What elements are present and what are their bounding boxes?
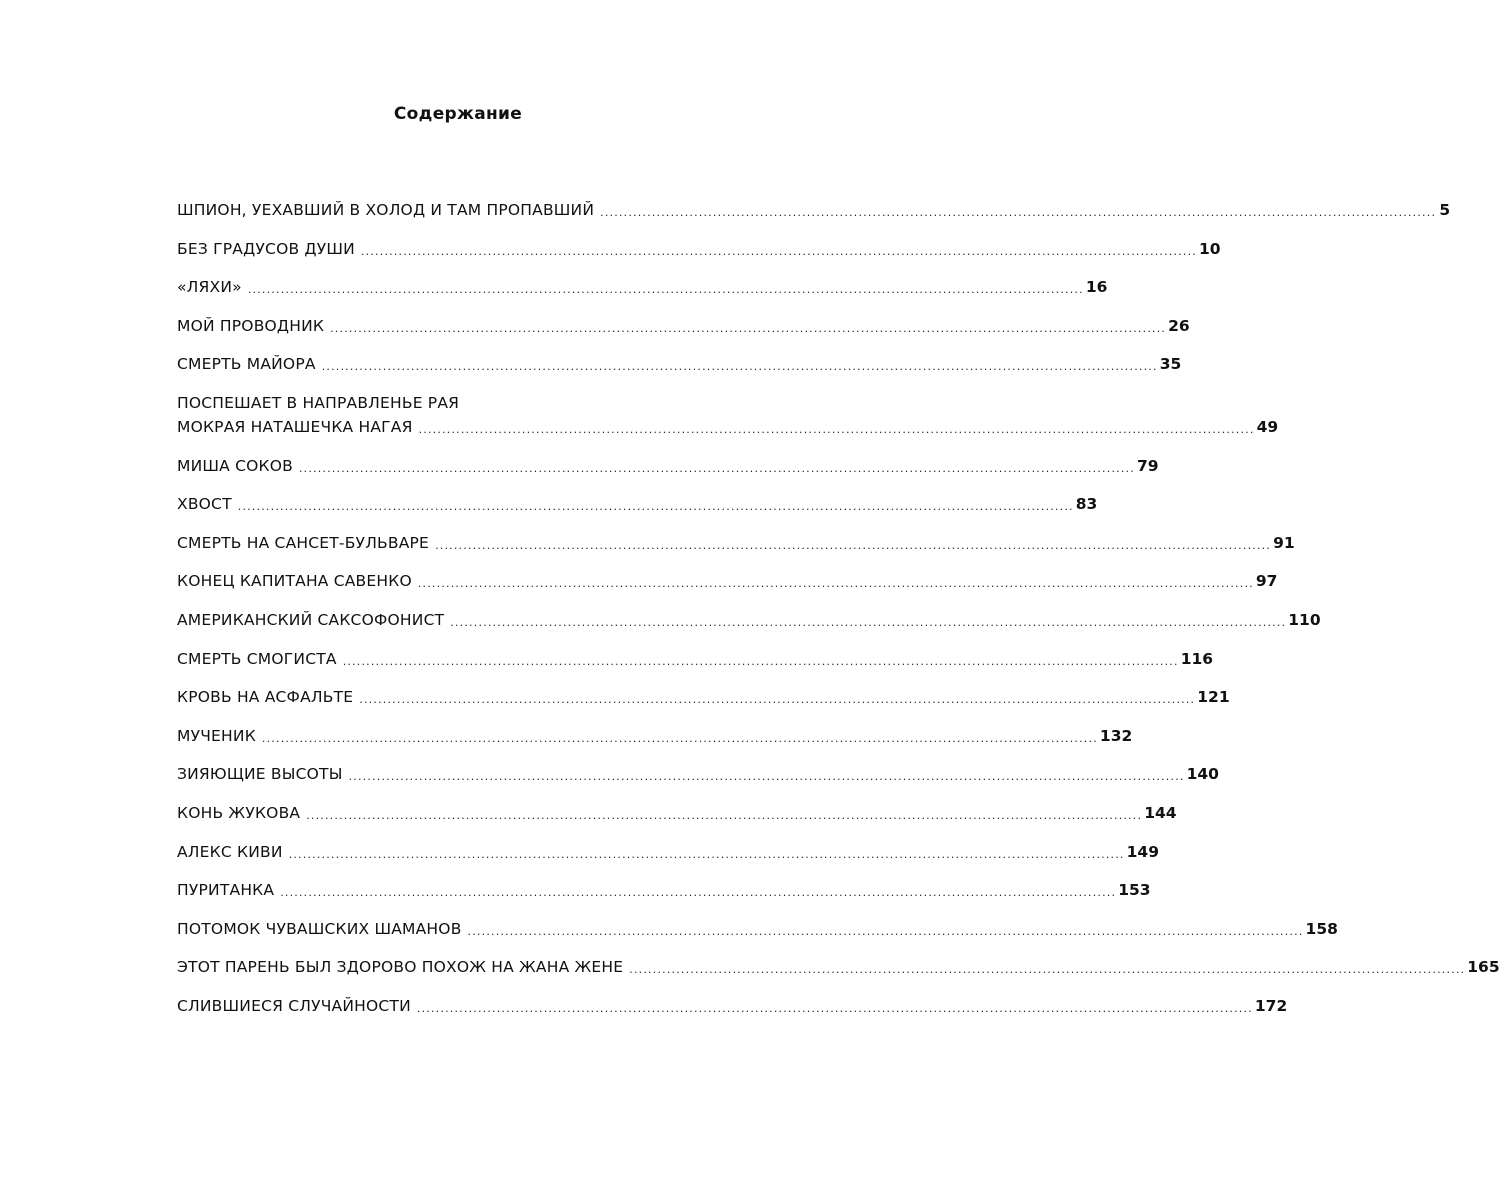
dot-leader: [361, 243, 1197, 261]
dot-leader: [419, 421, 1255, 439]
toc-entry[interactable]: [177, 237, 1221, 261]
toc-entry[interactable]: [177, 391, 1279, 439]
toc-entry-title: ШПИОН, УЕХАВШИЙ В ХОЛОД И ТАМ ПРОПАВШИЙ: [177, 201, 595, 219]
dot-leader: [417, 1000, 1253, 1018]
dot-leader: [349, 768, 1185, 786]
toc-entry-page: 35: [1159, 355, 1182, 374]
toc-entry-page: 158: [1305, 919, 1338, 938]
toc-entry-title: СМЕРТЬ МАЙОРА: [177, 355, 316, 374]
toc-entry-title: КОНЕЦ КАПИТАНА САВЕНКО: [177, 572, 412, 591]
toc-entry-page: 16: [1085, 278, 1108, 297]
toc-entry-page: 116: [1180, 649, 1214, 668]
table-of-contents: [177, 198, 1500, 1032]
dot-leader: [299, 460, 1135, 478]
toc-entry[interactable]: [177, 685, 1230, 709]
toc-entry-page: 153: [1118, 881, 1151, 900]
dot-leader: [262, 730, 1098, 748]
toc-entry-title-line2: МОКРАЯ НАТАШЕЧКА НАГАЯ: [177, 417, 413, 436]
dot-leader: [322, 358, 1158, 376]
toc-entry[interactable]: [177, 647, 1214, 671]
page-title: Содержание: [393, 104, 523, 124]
dot-leader: [600, 204, 1436, 222]
toc-entry[interactable]: [177, 275, 1108, 299]
toc-entry-title: МИША СОКОВ: [177, 456, 293, 475]
dot-leader: [343, 653, 1179, 671]
dot-leader: [450, 614, 1286, 632]
toc-entry-title: АМЕРИКАНСКИЙ САКСОФОНИСТ: [177, 610, 445, 629]
toc-entry-title: МОЙ ПРОВОДНИК: [177, 316, 325, 335]
toc-entry-title: МУЧЕНИК: [177, 726, 256, 745]
toc-entry[interactable]: [177, 840, 1159, 864]
toc-entry[interactable]: [177, 955, 1500, 979]
toc-entry-page: 165: [1467, 958, 1500, 977]
dot-leader: [330, 320, 1166, 338]
toc-entry-page: 91: [1273, 533, 1295, 552]
dot-leader: [248, 281, 1084, 299]
toc-entry[interactable]: [177, 917, 1338, 941]
toc-entry-page: 132: [1099, 726, 1133, 745]
toc-entry-page: 110: [1288, 610, 1321, 629]
toc-entry[interactable]: [177, 878, 1151, 902]
toc-entry[interactable]: [177, 492, 1098, 516]
toc-entry[interactable]: [177, 724, 1133, 748]
toc-entry-page: 121: [1197, 688, 1230, 707]
toc-entry-title: «ЛЯХИ»: [177, 278, 242, 297]
toc-entry-page: 149: [1126, 842, 1159, 861]
toc-entry[interactable]: [177, 608, 1321, 632]
toc-entry[interactable]: [177, 569, 1278, 593]
toc-entry-title: СМЕРТЬ СМОГИСТА: [177, 649, 337, 668]
toc-entry-title: КРОВЬ НА АСФАЛЬТЕ: [177, 688, 354, 707]
toc-entry[interactable]: [177, 454, 1159, 478]
toc-entry-page: 83: [1075, 495, 1098, 514]
toc-entry-page: 140: [1186, 765, 1219, 784]
toc-entry-page: 172: [1254, 996, 1288, 1015]
toc-entry-title: БЕЗ ГРАДУСОВ ДУШИ: [177, 239, 355, 258]
dot-leader: [629, 961, 1465, 979]
toc-entry[interactable]: [177, 531, 1295, 555]
toc-entry-title: СМЕРТЬ НА САНСЕТ-БУЛЬВАРЕ: [177, 533, 430, 552]
dot-leader: [418, 575, 1254, 593]
toc-entry-page: 49: [1256, 417, 1279, 436]
toc-entry-page: 144: [1144, 803, 1177, 822]
toc-entry-title: СЛИВШИЕСЯ СЛУЧАЙНОСТИ: [177, 996, 411, 1015]
dot-leader: [359, 691, 1195, 709]
dot-leader: [435, 537, 1271, 555]
toc-entry-title: КОНЬ ЖУКОВА: [177, 803, 301, 822]
toc-entry-page: 26: [1168, 316, 1190, 335]
toc-entry-title: ХВОСТ: [177, 495, 232, 514]
toc-entry-title: АЛЕКС КИВИ: [177, 842, 283, 861]
toc-entry-title: ЭТОТ ПАРЕНЬ БЫЛ ЗДОРОВО ПОХОЖ НА ЖАНА ЖЕНЕ: [177, 958, 624, 977]
dot-leader: [306, 807, 1142, 825]
toc-entry-page: 97: [1255, 572, 1278, 591]
dot-leader: [280, 884, 1116, 902]
toc-entry[interactable]: [177, 352, 1182, 376]
toc-entry[interactable]: [177, 198, 1451, 222]
toc-entry-title: ПОТОМОК ЧУВАШСКИХ ШАМАНОВ: [177, 919, 462, 938]
dot-leader: [238, 498, 1074, 516]
dot-leader: [468, 923, 1304, 941]
toc-entry-title: ЗИЯЮЩИЕ ВЫСОТЫ: [177, 765, 343, 784]
toc-entry-title: ПУРИТАНКА: [177, 881, 275, 900]
toc-entry[interactable]: [177, 994, 1288, 1018]
toc-entry-title-line1: ПОСПЕШАЕТ В НАПРАВЛЕНЬЕ РАЯ: [177, 393, 460, 412]
toc-entry[interactable]: [177, 762, 1219, 786]
dot-leader: [289, 846, 1125, 864]
toc-entry[interactable]: [177, 801, 1177, 825]
toc-entry[interactable]: [177, 314, 1190, 338]
toc-entry-page: 10: [1198, 239, 1221, 258]
toc-entry-page: 79: [1136, 456, 1159, 475]
toc-entry-page: 5: [1439, 201, 1451, 219]
